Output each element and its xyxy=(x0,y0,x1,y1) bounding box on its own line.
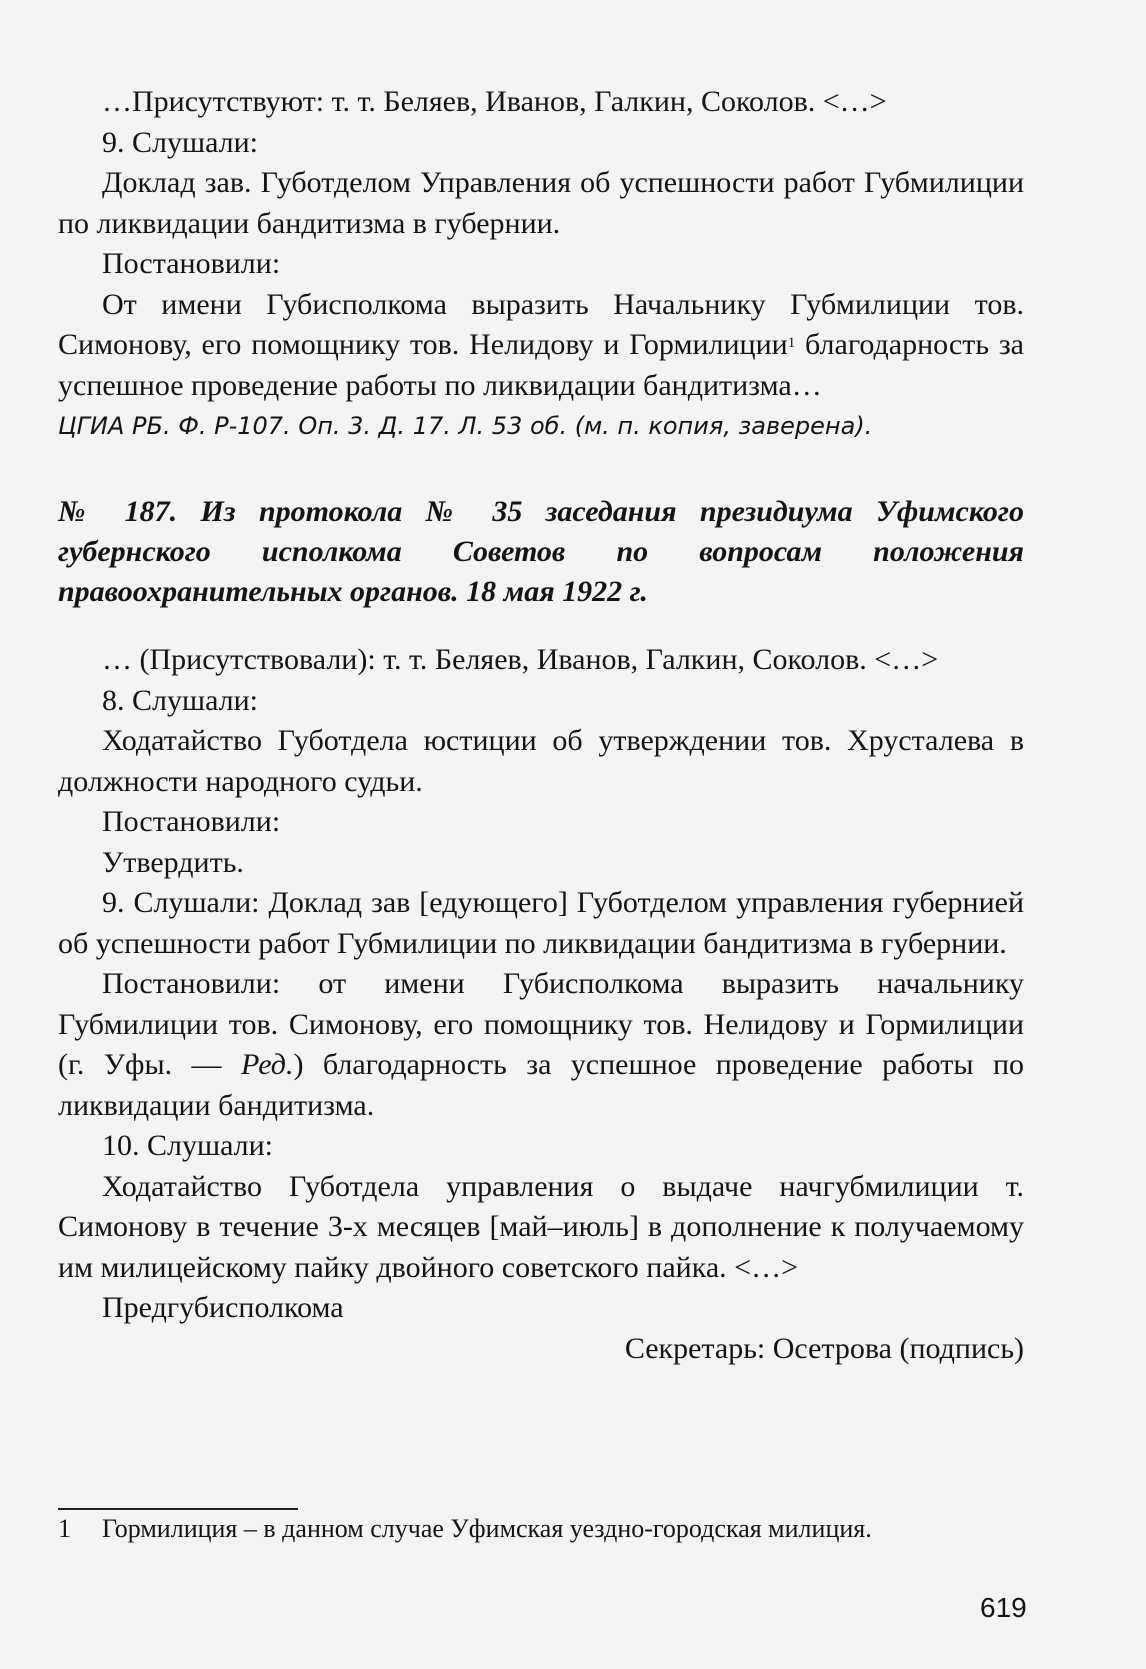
attendance-line: …Присутствуют: т. т. Беляев, Иванов, Галкин, Соколов. <…> xyxy=(102,85,887,118)
footnote-ref: 1 xyxy=(787,335,796,351)
chair-signature: Предгубисполкома xyxy=(102,1291,344,1324)
item8-label: 8. Слушали: xyxy=(102,683,259,717)
heard-text: Доклад зав. Губотделом Управления об успешности работ Губмилиции по ликвидации бандитизма в губернии. xyxy=(58,166,1024,240)
secretary-signature: Секретарь: Осетрова (подпись) xyxy=(624,1331,1024,1365)
item10-text: Ходатайство Губотдела управления о выдаче начгубмилиции т. Симонову в течение 3-х месяцев [май–июль] в дополнение к получаемому им милицейскому пайку двойного советского пайка. <…> xyxy=(58,1169,1024,1284)
heard-label: 9. Слушали: xyxy=(102,125,259,159)
footnote-number: 1 xyxy=(58,1514,71,1543)
archive-source: ЦГИА РБ. Ф. Р-107. Оп. 3. Д. 17. Л. 53 об. (м. п. копия, заверена). xyxy=(58,412,873,440)
item9-text: 9. Слушали: Доклад зав [едующего] Губотделом управления губернией об успешности работ Губмилиции по ликвидации бандитизма в губернии. xyxy=(58,886,1024,960)
item8-decided-text: Утвердить. xyxy=(102,845,244,879)
previous-document-section xyxy=(58,82,1024,406)
item8-text: Ходатайство Губотдела юстиции об утверждении тов. Хрусталева в должности народного судьи. xyxy=(58,724,1024,798)
footnote xyxy=(58,1512,1024,1546)
decided-label: Постановили: xyxy=(102,247,281,280)
item8-decided-label: Постановили: xyxy=(102,805,281,838)
item9-decided: Постановили: от имени Губисполкома выразить начальнику Губмилиции тов. Симонову, его помощнику тов. Нелидову и Гормилиции (г. Уфы. — Ред.) благодарность за успешное проведение работы по ликвидации бандитизма. xyxy=(58,967,1024,1122)
attendance-line: … (Присутствовали): т. т. Беляев, Иванов, Галкин, Соколов. <…> xyxy=(102,643,939,676)
decided-text: От имени Губисполкома выразить Начальнику Губмилиции тов. Симонову, его помощнику тов. Нелидову и Гормилиции$^1$ благодарность за успешное проведение работы по ликвидации бандитизма… xyxy=(58,287,1024,402)
page-number: 619 xyxy=(980,1592,1027,1623)
item10-label: 10. Слушали: xyxy=(102,1129,274,1162)
footnote-divider xyxy=(58,1508,298,1510)
document-heading: № 187. Из протокола № 35 заседания президиума Уфимского губернского исполкома Советов по вопросам положения правоохранительных органов. 18 мая 1922 г. xyxy=(58,495,1024,608)
footnote-text: Гормилиция – в данном случае Уфимская уездно-городская милиция. xyxy=(102,1514,872,1543)
document-body xyxy=(58,640,1024,1369)
